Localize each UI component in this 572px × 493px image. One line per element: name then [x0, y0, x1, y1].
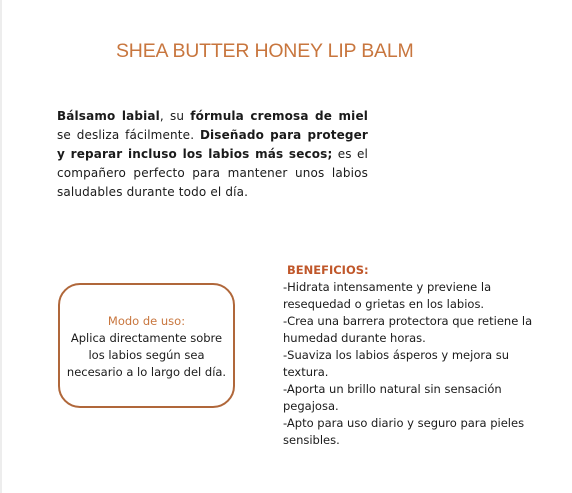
product-title: SHEA BUTTER HONEY LIP BALM — [116, 40, 414, 62]
usage-text: Aplica directamente sobre los labios según sea necesario a lo largo del día. — [66, 331, 227, 379]
benefits-title: BENEFICIOS: — [287, 263, 369, 277]
intro-text-2: se desliza fácilmente. — [57, 128, 200, 142]
benefit-item: -Aporta un brillo natural sin sensación pegajosa. — [283, 382, 502, 413]
page-left-edge — [0, 0, 2, 493]
benefit-item: -Crea una barrera protectora que retiene la humedad durante horas. — [283, 314, 533, 345]
intro-bold-3: Diseñado para proteger y reparar incluso los labios más secos; — [57, 128, 368, 161]
intro-text-3: es el compañero perfecto para mantener unos labios saludables durante todo el día. — [57, 147, 368, 199]
benefit-item: -Suaviza los labios ásperos y mejora su textura. — [283, 348, 510, 379]
intro-bold-1: Bálsamo labial — [57, 109, 160, 123]
benefit-item: -Apto para uso diario y seguro para pieles sensibles. — [283, 416, 525, 447]
usage-title: Modo de uso: — [107, 314, 186, 328]
benefits-section — [283, 262, 551, 449]
intro-paragraph — [57, 107, 368, 202]
benefit-item: -Hidrata intensamente y previene la resequedad o grietas en los labios. — [283, 280, 492, 311]
intro-bold-2: fórmula cremosa de miel — [190, 109, 368, 123]
usage-box — [58, 283, 235, 408]
intro-text-1: , su — [159, 109, 191, 123]
